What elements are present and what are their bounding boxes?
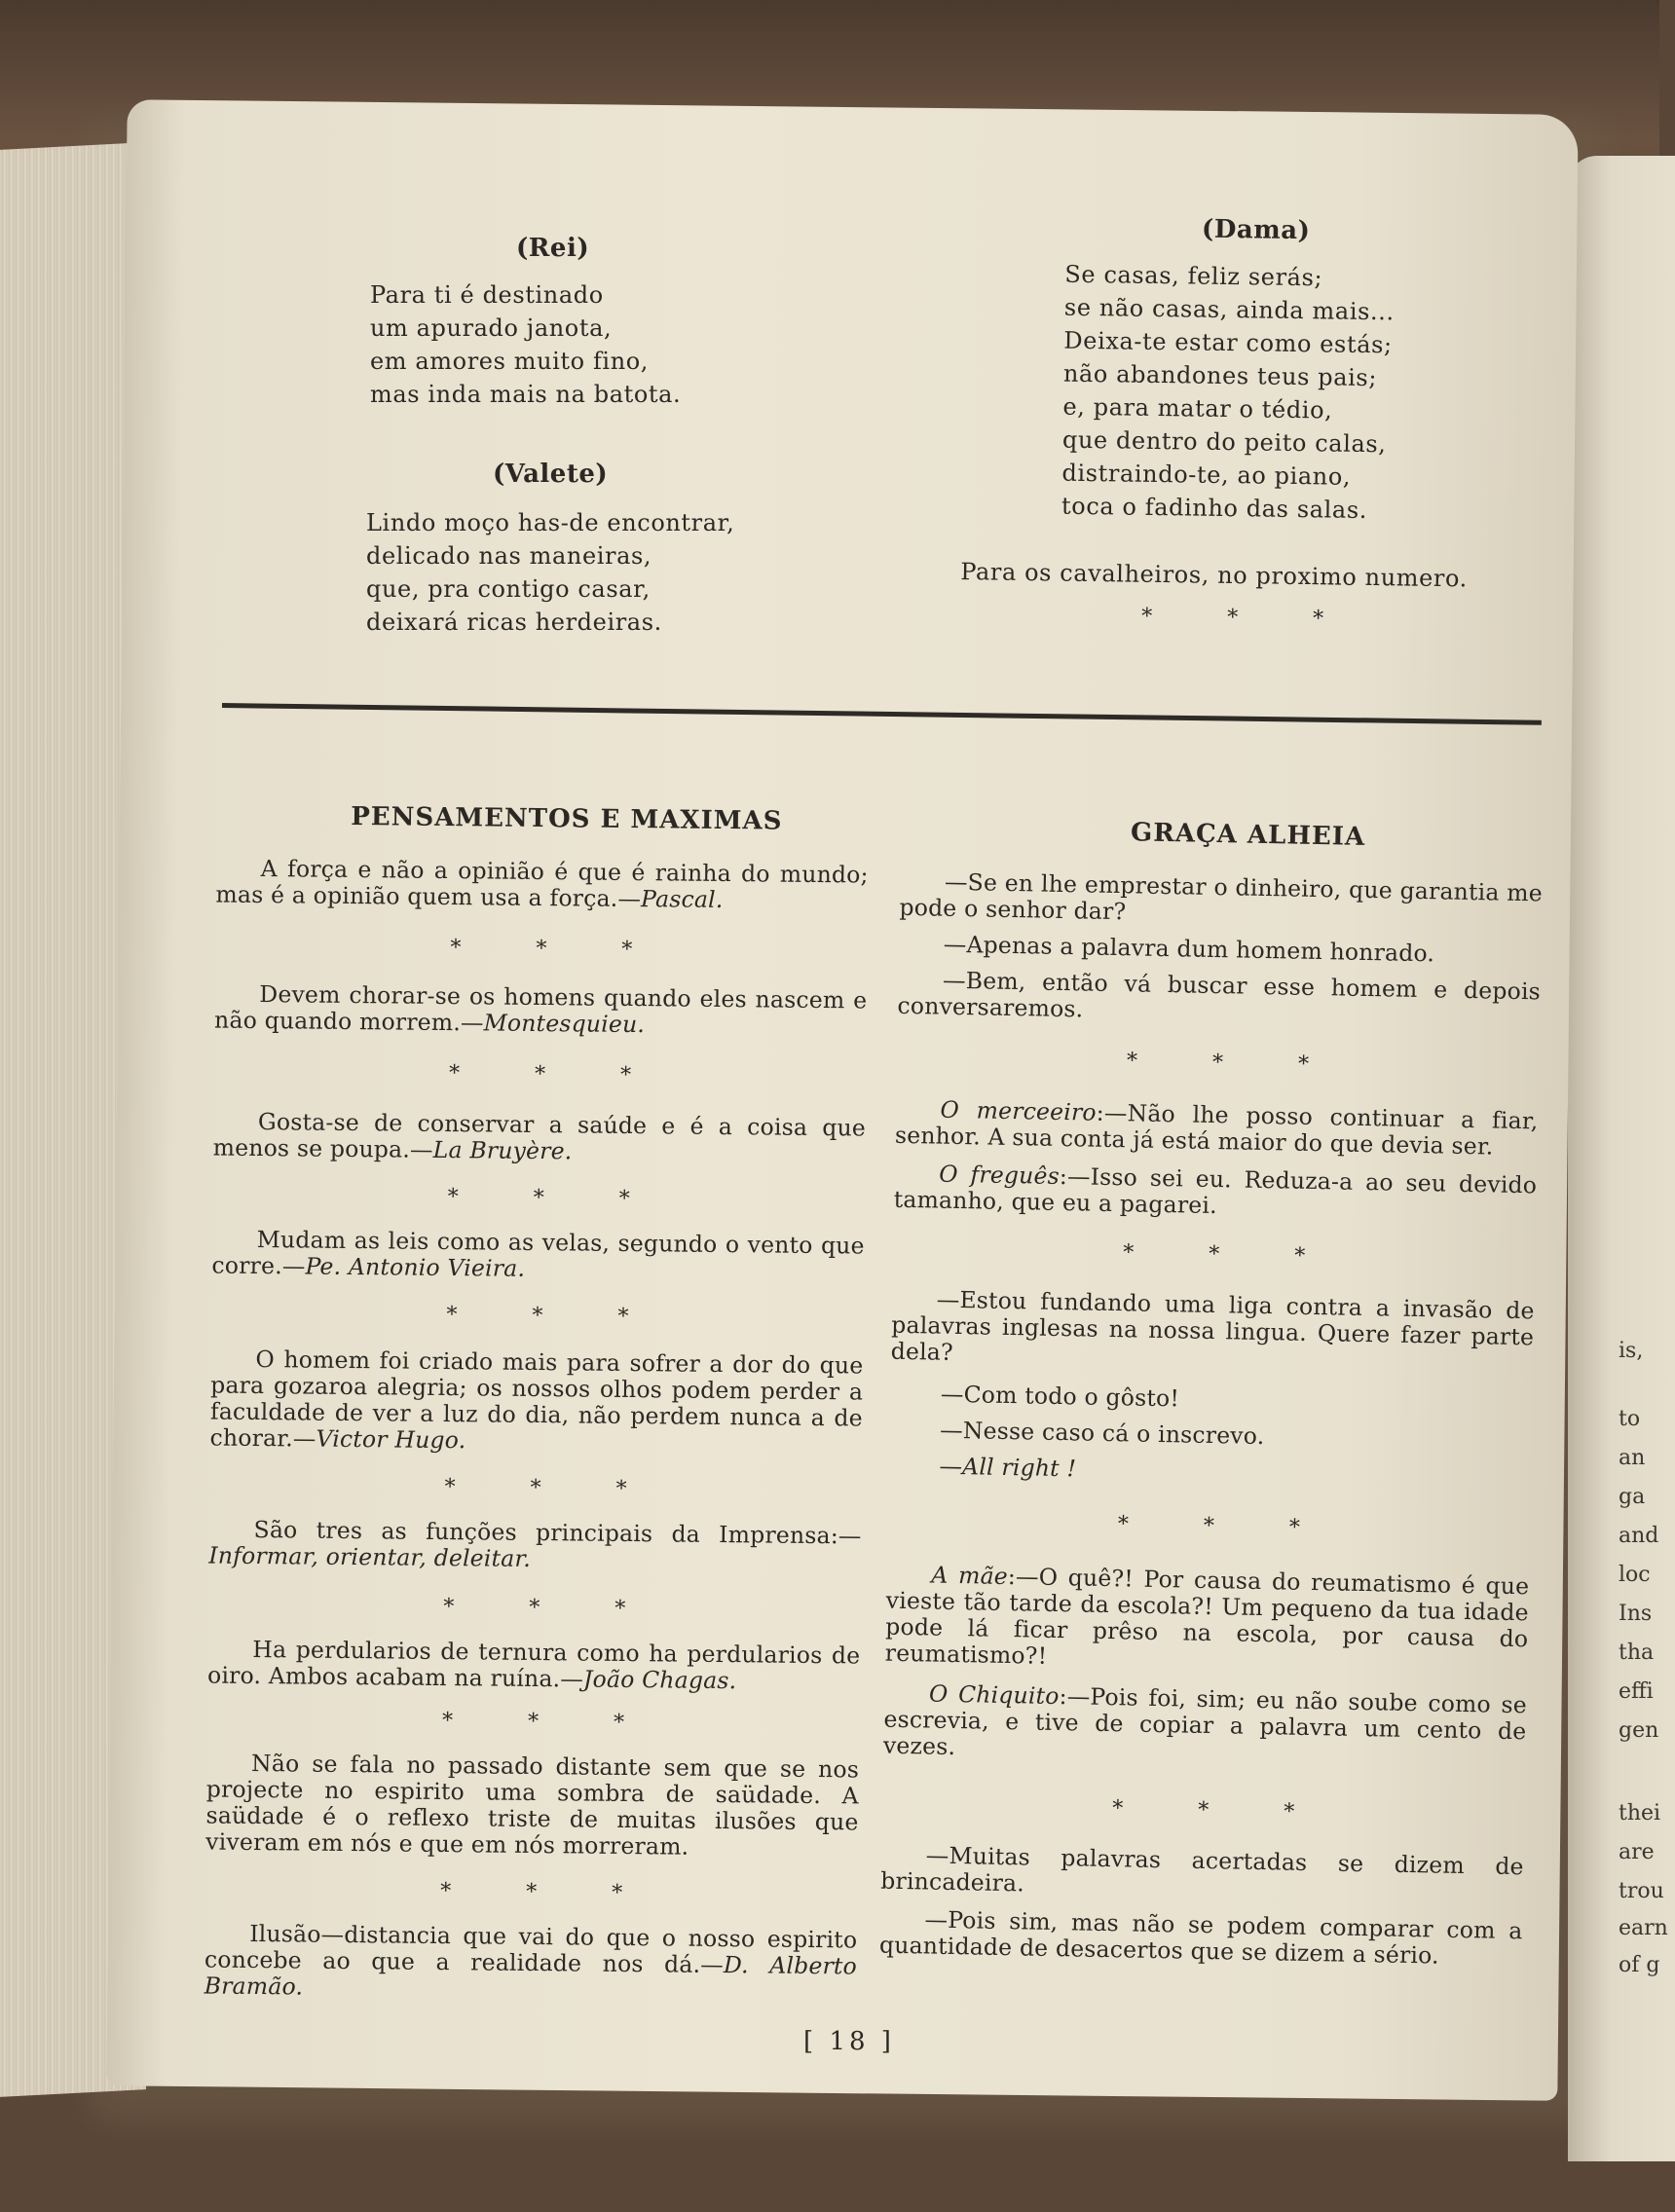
maxim-author: Pascal. <box>640 885 724 913</box>
maxim-author: Montesquieu. <box>483 1009 646 1039</box>
separator-stars: * * * <box>450 936 633 963</box>
verse-line: deixará ricas herdeiras. <box>366 608 662 636</box>
joke-line <box>895 1096 1539 1161</box>
section-title: GRAÇA ALHEIA <box>1130 818 1366 852</box>
verse-footer-note <box>960 555 1507 634</box>
facing-page <box>1568 156 1675 2161</box>
facing-fragment: ga <box>1619 1485 1646 1509</box>
maxim-author: La Bruyère. <box>432 1135 573 1165</box>
joke-speaker: O Chiquito <box>928 1679 1060 1711</box>
verse-heading: (Dama) <box>1201 214 1311 246</box>
joke-text: :—Isso sei eu. Reduza-a ao seu devido tamanho, que eu a pagarei. <box>893 1161 1538 1220</box>
maxim <box>215 856 869 915</box>
footer-note-text: Para os cavalheiros, no proximo numero. <box>960 558 1469 593</box>
facing-fragment: tha <box>1619 1641 1655 1665</box>
facing-fragment: loc <box>1619 1563 1651 1587</box>
joke-line: —Apenas a palavra dum homem honrado. <box>943 930 1435 968</box>
facing-fragment: an <box>1619 1446 1646 1470</box>
facing-fragment: are <box>1619 1840 1655 1864</box>
verse-line: que dentro do peito calas, <box>1061 425 1387 459</box>
maxim <box>214 981 868 1041</box>
verse-valete <box>366 460 775 639</box>
verse-line: Lindo moço has-de encontrar, <box>366 509 735 536</box>
separator-stars: * * * <box>1117 1512 1301 1540</box>
separator-stars: * * * <box>447 1185 630 1211</box>
verse-lines <box>1061 258 1533 530</box>
maxim <box>213 1109 867 1168</box>
maxim-text: Ha perdularios de ternura como ha perdularios de oiro. Ambos acabam na ruína.— <box>206 1635 861 1693</box>
separator-stars: * * * <box>1122 1240 1306 1269</box>
verse-line: mas inda mais na batota. <box>370 381 682 408</box>
separator-stars: * * * <box>446 1303 629 1329</box>
page-number <box>791 2027 908 2056</box>
facing-fragment: thei <box>1619 1801 1661 1825</box>
separator-stars: * * * <box>448 1061 632 1088</box>
joke-line <box>893 1161 1537 1226</box>
joke-line: —Estou fundando uma liga contra a invasão de palavras inglesas na nossa lingua. Quere fazer parte dela? <box>890 1285 1535 1366</box>
verse-dama <box>1061 213 1533 530</box>
verse-line: se não casas, ainda mais... <box>1063 293 1395 326</box>
facing-fragment: effi <box>1619 1679 1654 1704</box>
joke-speaker: O freguês <box>938 1160 1061 1190</box>
verse-line: não abandones teus pais; <box>1062 359 1378 392</box>
maxim <box>209 1346 863 1457</box>
section-title: PENSAMENTOS E MAXIMAS <box>351 801 783 836</box>
joke-speaker: A mãe <box>931 1561 1009 1591</box>
verse-line: em amores muito fino, <box>370 348 650 375</box>
joke-line <box>883 1680 1527 1772</box>
maxim <box>207 1636 861 1695</box>
joke-line: —Se en lhe emprestar o dinheiro, que garantia me pode o senhor dar? <box>899 867 1544 926</box>
verse-lines <box>366 506 775 639</box>
verse-lines <box>370 278 760 411</box>
joke-text: :—Não lhe posso continuar a fiar, senhor. A sua conta já está maior do que devia ser. <box>894 1098 1539 1161</box>
joke-text: :—O quê?! Por causa do reumatismo é que vieste tão tarde da escola?! Um pequeno da tua idade pode lá ficar prêso na escola, por causa do reumatismo?! <box>884 1563 1530 1670</box>
maxim-author: D. Alberto Bramão. <box>204 1951 858 2001</box>
maxim-author: Informar, orientar, deleitar. <box>208 1541 532 1572</box>
separator-stars: * * * <box>1140 604 1324 632</box>
separator-stars: * * * <box>444 1475 627 1501</box>
joke-line: —Bem, então vá buscar esse homem e depois conversaremos. <box>897 966 1542 1023</box>
maxim-text: São tres as funções principais da Imprensa:— <box>253 1515 862 1550</box>
joke-line: —Muitas palavras acertadas se dizem de brincadeira. <box>880 1841 1524 1898</box>
verse-rei <box>370 234 760 411</box>
maxim-text: Devem chorar-se os homens quando eles nascem e não quando morrem.— <box>213 979 868 1037</box>
facing-fragment: is, <box>1619 1339 1644 1363</box>
page-number-text: [ 18 ] <box>803 2027 895 2056</box>
maxim-text: Gosta-se de conservar a saúde e é a coisa que menos se poupa.— <box>212 1107 867 1163</box>
separator-stars: * * * <box>440 1878 623 1905</box>
verse-line: delicado nas maneiras, <box>366 542 652 570</box>
joke-line <box>888 1453 1531 1492</box>
facing-fragment: trou <box>1619 1879 1664 1903</box>
joke-line: —Nesse caso cá o inscrevo. <box>939 1416 1265 1451</box>
verse-line: Para ti é destinado <box>370 281 604 309</box>
separator-stars: * * * <box>441 1709 625 1735</box>
facing-fragment: of g <box>1619 1953 1660 1977</box>
verse-heading: (Valete) <box>493 460 609 489</box>
graca-alheia-column <box>879 814 1544 1971</box>
maxim-text: Ilusão—distancia que vai do que o nosso espirito concebe ao que a realidade nos dá.— <box>204 1919 858 1979</box>
pensamentos-column <box>205 801 870 2007</box>
verse-line: toca o fadinho das salas. <box>1061 492 1368 525</box>
verse-line: um apurado janota, <box>370 314 613 342</box>
facing-fragment: Ins <box>1619 1602 1653 1626</box>
verse-heading: (Rei) <box>516 234 590 263</box>
verse-line: Deixa-te estar como estás; <box>1063 326 1393 359</box>
separator-stars: * * * <box>1126 1049 1310 1077</box>
facing-fragment: to <box>1619 1407 1641 1431</box>
maxim-author: Pe. Antonio Vieira. <box>305 1252 526 1282</box>
verse-line: Se casas, feliz serás; <box>1064 260 1323 292</box>
maxim-text: Não se fala no passado distante sem que se nos projecte no espirito uma sombra de saüdade. A saüdade é o reflexo triste de muitas ilusões que viveram em nós e que em nós morreram. <box>205 1749 860 1861</box>
maxim <box>205 1920 858 2006</box>
maxim <box>211 1227 865 1286</box>
joke-text: :—Pois foi, sim; eu não soube como se escrevia, e tive de copiar a palavra um cento de vezes. <box>882 1682 1528 1761</box>
maxim <box>205 1750 859 1862</box>
verse-line: distraindo-te, ao piano, <box>1061 459 1352 491</box>
facing-fragment: earn <box>1619 1916 1668 1940</box>
joke-text: —All right ! <box>939 1452 1077 1483</box>
separator-stars: * * * <box>443 1595 626 1621</box>
separator-stars: * * * <box>1112 1796 1295 1825</box>
verse-line: e, para matar o tédio, <box>1062 392 1333 424</box>
facing-fragment: gen <box>1619 1718 1659 1743</box>
maxim-author: Victor Hugo. <box>316 1424 466 1455</box>
facing-fragment: and <box>1619 1524 1659 1548</box>
maxim-text: O homem foi criado mais para sofrer a dor do que para gozaroa alegria; os nossos olhos podem perder a faculdade de ver a luz do dia, não perdem nunca a de chorar.— <box>209 1345 864 1453</box>
maxim-text: Mudam as leis como as velas, segundo o vento que corre.— <box>211 1225 865 1280</box>
maxim-author: João Chagas. <box>582 1665 737 1695</box>
maxim <box>208 1516 862 1575</box>
joke-line <box>885 1562 1530 1679</box>
maxim-text: A força e não a opinião é que é rainha do mundo; mas é a opinião quem usa a força.— <box>215 855 869 913</box>
joke-line: —Com todo o gôsto! <box>940 1380 1180 1413</box>
joke-speaker: O merceeiro <box>940 1095 1098 1126</box>
verse-line: que, pra contigo casar, <box>366 575 651 603</box>
joke-line: —Pois sim, mas não se podem comparar com a quantidade de desacertos que se dizem a sério. <box>878 1905 1523 1970</box>
